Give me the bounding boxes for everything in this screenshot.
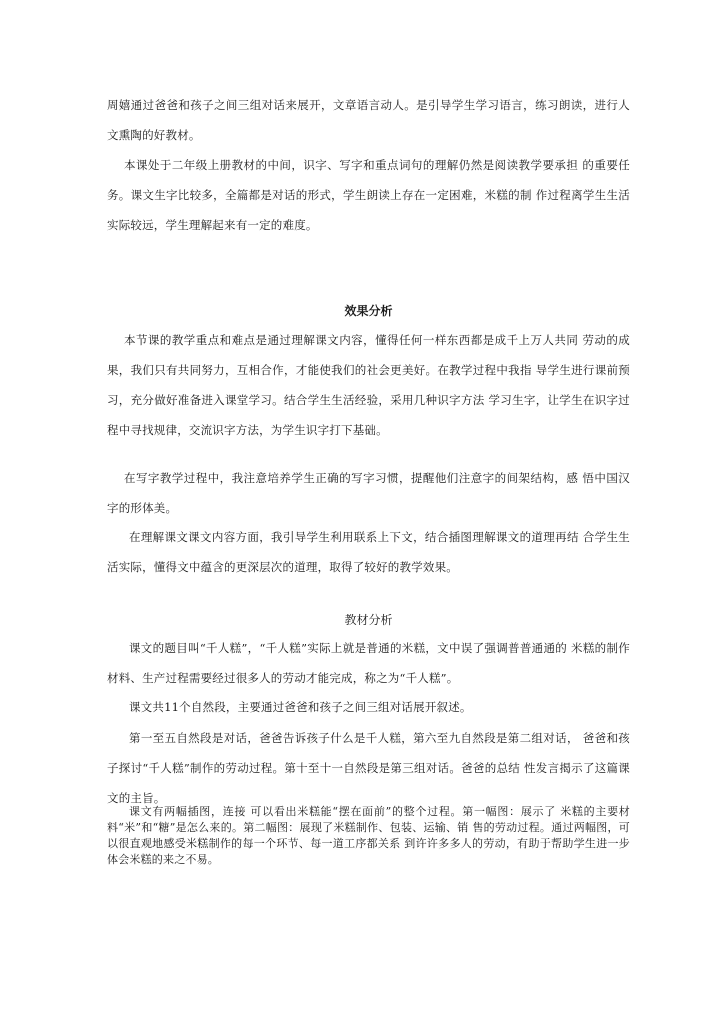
material-paragraph-2: 课文共11个自然段，主要通过爸爸和孩子之间三组对话展开叙述。	[129, 700, 472, 714]
intro-paragraph-1: 周嬉通过爸爸和孩子之间三组对话来展开，文章语言动人。是引导学生学习语言，练习朗读，进行人文熏陶的好教材。	[107, 98, 630, 142]
material-paragraph-3: 第一至五自然段是对话，爸爸告诉孩子什么是千人糕，第六至九自然段是第二组对话， 爸爸和孩子探讨“千人糕”制作的劳动过程。第十至十一自然段是第三组对话。爸爸的总结 性发言揭示了这篇课文的主旨。	[107, 731, 630, 805]
material-paragraph-1: 课文的题目叫“千人糕”，“千人糕”实际上就是普通的米糕，文中误了强调普普通通的 米糕的制作材料、生产过程需要经过很多人的劳动才能完成，称之为“千人糕”。	[107, 641, 630, 685]
section-title-effect-analysis: 效果分析	[344, 304, 393, 318]
intro-paragraph-2: 本课处于二年级上册教材的中间，识字、写字和重点词句的理解仍然是阅读教学要承担 的重要任务。课文生字比较多，全篇都是对话的形式，学生朗读上存在一定困难，米糕的制 作过程离学生生活实际较远，学生理解起来有一定的难度。	[107, 158, 630, 232]
effect-paragraph-1: 本节课的教学重点和难点是通过理解课文内容，懂得任何一样东西都是成千上万人共同 劳动的成果，我们只有共同努力，互相合作，才能使我们的社会更美好。在教学过程中我指 导学生进行课前预习，充分做好准备进入课堂学习。结合学生生活经验，采用几种识字方法 学习生字，让学生在识字过程中寻找规律，交流识字方法，为学生识字打下基础。	[107, 333, 630, 437]
section-title-material-analysis: 教材分析	[344, 613, 393, 627]
effect-paragraph-2: 在写字教学过程中，我注意培养学生正确的写字习惯，提醒他们注意字的间架结构，感 悟中国汉字的形体美。	[107, 471, 630, 515]
material-paragraph-4: 课文有两幅插图，连接 可以看出米糕能“摆在面前”的整个过程。第一幅图：展示了 米糕的主要材料“米”和“糖”是怎么来的。第二幅图：展现了米糕制作、包装、运输、销 售的劳动过程。通过两幅图，可以很直观地感受米糕制作的每一个环节、每一道工序都关系 到许许多多人的劳动，有助于帮助学生进一步体会米糕的来之不易。	[107, 805, 630, 866]
effect-paragraph-3: 在理解课文课文内容方面，我引导学生利用联系上下文，结合插图理解课文的道理再结 合学生生活实际，懂得文中蕴含的更深层次的道理，取得了较好的教学效果。	[107, 530, 630, 574]
